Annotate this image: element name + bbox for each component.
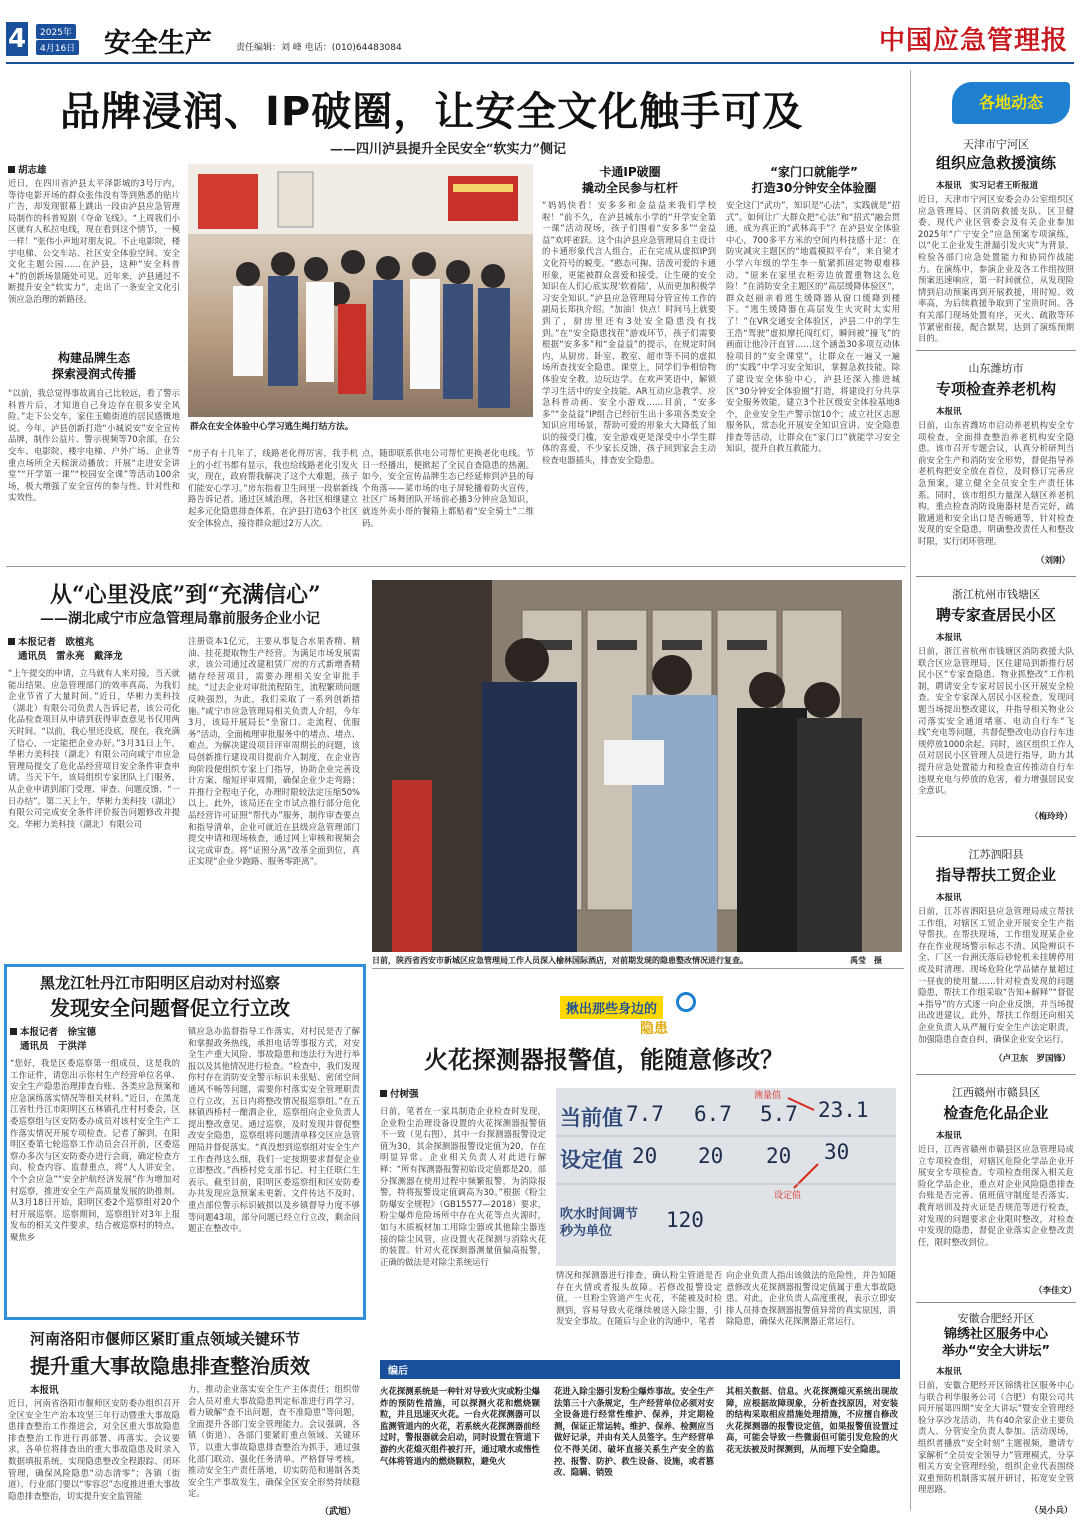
editor-note-col3: 其相关数据、信息。火花探测熄灭系统出现故障，应根据故障现象，分析查找原因，对安装的结构采取相应措施处理措施，不应擅自修改火花探测器的报警设定值，如果报警值设置过高，可能会导致一些微弱但可能引发危险的火花无法被及时探测到，从而埋下安全隐患。 xyxy=(726,1386,898,1454)
section-divider-2 xyxy=(372,968,904,969)
lead-subhead-3: “家门口就能学” 打造30分钟安全体验圈 xyxy=(751,165,877,195)
lead-col2: “房子有十几年了，线路老化得厉害，我手机上的小红书都有显示，我也给线路老化引发火灾，现在，政府帮我解决了这个大难题，孩子们能安心学习。”房东指着卫生间里一段崭新线路告诉记者。通过区域治理，各社区相继建立起多元化隐患排查体系，在泸县打造63个社区安全体验点，接待群众超过2万人次。 xyxy=(188,448,358,528)
xianning-subheadline: ——湖北咸宁市应急管理局靠前服务企业小记 xyxy=(40,611,320,627)
lead-col5: 安全这门“武功”，知识是“心法”，实践就是“招式”。如何让广大群众把“心法”和“招式”融会贯通，成为真正的“武林高手”？在泸县安全体验中心，700多平方米的空间内科技感十足：在防灾减灾主题区的“地震模拟平台”，来自梁才小学六年级的学生李一航紧抓固定物艰难移动。“原来在家里衣柜旁边放置重物这么危险！”在消防安全主题区的“高层缓降体验区”，群众赵丽亲着逃生缓降器从窗口缓降到楼下。“逃生缓降器在高层发生火灾时太实用了！”在VR交通安全体验区，泸县二中的学生王浩“驾驶”虚拟摩托闯红灯，瞬间被“撞飞”的画面让他冷汗直冒……这个涵盖30多项互动体验项目的“安全课堂”，让群众在一遍又一遍的“实践”中学习安全知识，掌握急救技能。除了建设安全体验中心，泸县还深入推进城区“30分钟安全体验圈”打造，将建设打分共享安全服务效能，建立3个社区级安全体验基地8个，企业安全生产警示馆10个；成立社区志愿服务队，常态化开展安全知识宣讲、安全隐患排查等活动，让群众在“家门口”就能学习安全知识，提升自救互救能力。 xyxy=(726,200,900,454)
masthead-logo: 中国应急管理报 xyxy=(878,26,1068,56)
sidebar-headline-0: 组织应急救援演练 xyxy=(935,154,1056,172)
sidebar-byline-4: 本报讯 xyxy=(936,1131,962,1141)
lead-author: 胡志雄 xyxy=(8,164,47,177)
sidebar-body-4: 近日，江西省赣州市赣县区应急管理局成立专项检查组，对辖区危险化学品企业开展安全专项检查。专项检查组深入相关危险化学品企业，重点对企业风险隐患排查台账是否完善、值班值守制度是否落实、教育培训及持火证是否规范等进行检查，对发现的问题要求企业限时整改，对检查中发现的隐患，督促企业落实企业整改责任，限时整改到位。 xyxy=(918,1144,1074,1247)
xianning-author: 本报记者 欧植兆 xyxy=(8,636,94,649)
xianning-headline: 从“心里没底”到“充满信心” xyxy=(50,582,321,608)
issue-year: 2025年 xyxy=(36,24,76,39)
sidebar-headline-1: 专项检查养老机构 xyxy=(935,380,1056,398)
sidebar-byline-3: 本报讯 xyxy=(936,893,962,903)
sensor-col3: 向企业负责人指出该做法的危险性，并告知随意修改火花探测器报警设定值属于重大事故隐患。对此，企业负责人高度重视，表示立即安排人员排查探测器报警值异常的真实原因，消除隐患，确保火花探测器正常运行。 xyxy=(726,1270,896,1327)
header-rule xyxy=(6,62,1074,64)
sensor-panel-photo xyxy=(556,1088,896,1266)
sidebar-location-0: 天津市宁河区 xyxy=(963,138,1029,151)
lead-photo xyxy=(188,164,533,417)
lead-subhead-2: 卡通IP破圈 撬动全民参与杠杆 xyxy=(581,165,678,195)
sidebar-byline-1: 本报讯 xyxy=(936,407,962,417)
editor-note-col1: 火花探测系统是一种针对导致火灾或粉尘爆炸的预防性措施，可以探测火花和燃烧颗粒，并且迅速灭火花。一台火花探测器可以监测管道内的火花，若系统火花探测器前经过时，警报器就会启动，同时设置在管道下游约火花熄灭组件被打开，通过喷水或惰性气体将管道内的燃烧颗粒，避免火 xyxy=(380,1386,540,1466)
sensor-column-tag-2: 隐患 xyxy=(640,1021,668,1037)
sidebar-rule-0 xyxy=(916,350,1076,351)
sidebar-rule-2 xyxy=(916,836,1076,837)
lead-subheadline: ——四川泸县提升全民安全“软实力”侧记 xyxy=(330,142,566,157)
sidebar-badge: 各地动态 xyxy=(952,82,1070,124)
lead-photo-caption: 群众在安全体验中心学习逃生绳打结方法。 xyxy=(190,422,354,432)
lead-photo-illustration xyxy=(188,164,533,417)
lead-headline: 品牌浸润、IP破圈，让安全文化触手可及 xyxy=(60,89,804,135)
heilongjiang-col1: “您好，我是区委巡察第一组成员，这是我的工作证件，请您出示你村生产经营单位名单、安全生产隐患治理排查台账、各类应急预案和应急演练落实情况等相关材料。”近日，在黑龙江省牡丹江市阳明区五林镇孔庄村村委会，区委巡察组与区安防委办成员对该村安全生产工作落实情况开展专项检查。记者了解到，在阳明区委第七轮巡察工作动员会召开前，区委巡察办多次与区安防委办进行会商，确定检查方向、检查内容、监督重点，将“人人讲安全、个个会应急”“安全护航经济发展”作为增加对村巡察，推进安全生产高质量发展的助推剂。从3月18日开始，阳明区委2个巡察组对20个村开展巡察。巡察期间，巡察组针对3年上报发布的相关文件要求，结合被巡察村的特点，聚焦乡 xyxy=(10,1058,180,1242)
panel-setting-3: 20 xyxy=(766,1144,792,1168)
sensor-col2: 情况和探测器进行排查，确认粉尘管道是否存在火情或者报头故障。若修改报警设定值，一旦粉尘管道产生火花，不能被及时检测到，容易导致火花继续被送入除尘器，引发安全事故。在随后与企业的沟通中，笔者 xyxy=(556,1270,722,1327)
heilongjiang-headline-2: 发现安全问题督促立行立改 xyxy=(50,996,290,1020)
xian-photo-illustration xyxy=(372,580,902,952)
sidebar-headline-5: 锦绣社区服务中心 举办“安全大讲坛” xyxy=(941,1327,1051,1359)
editor-note-col2: 花进入除尘器引发粉尘爆炸事故。安全生产法第三十六条规定，生产经营单位必须对安全设备进行经常性维护、保养，并定期检测，保证正常运转。维护、保养、检测应当做好记录，并由有关人员签字。生产经营单位不得关闭、破坏直接关系生产安全的监控、报警、防护、救生设备、设施，或者篡改、隐瞒、销毁 xyxy=(554,1386,714,1478)
sidebar-byline-2: 本报讯 xyxy=(936,633,962,643)
panel-current-3: 5.7 xyxy=(760,1102,798,1126)
heilongjiang-headline-1: 黑龙江牡丹江市阳明区启动对村巡察 xyxy=(40,974,281,992)
sidebar-byline-5: 本报讯 xyxy=(936,1367,962,1377)
lead-col1: 近日，在四川省泸县太平泽影城的3号厅内，等待电影开场的群众张伟没有等到熟悉的贴片广告，却发现银幕上跳出一段由泸县应急管理局制作的科普短剧《夺命飞线》。“上周我们小区就有人私拉电线，现在看到这个情节，一模一样！”张伟小声地对朋友说。不止电影院，楼宇电梯、公交车站、社区安全体验空间、安全文化主题公园……在泸县，这种“安全科普+”的创新场景随处可见。近年来，泸县通过不断提升安全“软实力”，走出了一条安全文化引领应急治理的新路径。 xyxy=(8,178,180,304)
panel-setting-2: 20 xyxy=(698,1144,724,1168)
sidebar-credit-3: （卢卫东 罗国锋） xyxy=(994,1054,1071,1064)
sensor-author: 付树强 xyxy=(380,1088,419,1101)
panel-current-2: 6.7 xyxy=(694,1102,732,1126)
panel-current-1: 7.7 xyxy=(626,1102,664,1126)
sidebar-credit-2: （梅玲玲） xyxy=(1030,812,1073,822)
panel-setting-1: 20 xyxy=(632,1144,658,1168)
sidebar-body-1: 日前，山东省潍坊市启动养老机构安全专项检查，全面排查整治养老机构安全隐患。该市召开专题会议，认真分析研判当前安全生产和消防安全形势，督促指导养老机构把安全放在首位，及时修订完善应急预案，建立健全全员安全生产责任体系。同时，该市组织力量深入辖区养老机构，重点检查消防设施器材是否完好，疏散通道和安全出口是否畅通等，针对检查发现的安全隐患，明确整改责任人和整改时限，实行闭环管理。 xyxy=(918,420,1074,546)
sidebar-location-2: 浙江杭州市钱塘区 xyxy=(952,588,1040,601)
sidebar-body-2: 日前，浙江省杭州市钱塘区消防救援大队联合区应急管理局，区住建局到新推行居民小区“专家查隐患、物业抓整改”工作机制，聘请安全专家对居民小区开展安全检查。安全专家深入居民小区检查，发现问题当场提出整改建议，并指导相关物业公司落实安全通道堵塞、电动自行车“飞线”充电等问题，共督促整改电动自行车违规停放1000余起。同时，该区组织工作人员对居民小区管理人员进行指导，助力其提升应急处置能力和检查宣传推动自行车违规充电与停放的危害，着力增强居民安全意识。 xyxy=(918,646,1074,796)
luoyang-col1: 近日，河南省洛阳市偃师区安防委办组织召开全区安全生产治本攻坚三年行动暨重大事故隐患排查整治工作推进会，对全区重大事故隐患排查整治工作进行再部署、再落实。会议要求，各单位将排查出的重大事故隐患及时录入数据填报系统，实现隐患整改全程跟踪、闭环管理，确保风险隐患“动态清零”；各镇（街道）、行业部门要以“零容忍”态度推进重大事故隐患排查整治，切实提升安全监管能 xyxy=(8,1398,180,1501)
sidebar-body-3: 日前，江苏省泗阳县应急管理局成立帮扶工作组，对辖区工贸企业开展安全生产指导帮扶。在帮扶现场，工作组发现某企业存在作业现场警示标志不清、风险辨识不全、厂区一台洲沃落后砂轮机未挂牌停用或及时清理、现场危险化学品储存量超过一昼夜的使用量……针对检查发现的问题隐患，帮扶工作组采取“告知+解释”“督促+指导”的方式逐一向企业反馈，并当场提出改进建议。此外，帮扶工作组还向相关企业负责人从严履行安全生产法定职责，加强隐患自查自纠，确保企业安全运行。 xyxy=(918,906,1074,1044)
panel-delay-value: 120 xyxy=(666,1208,704,1232)
sidebar-rule-3 xyxy=(916,1074,1076,1075)
heilongjiang-col2: 镇应急办监督指导工作落实，对村民是否了解和掌握政务热线，承担电话等事报方式，对安全生产重大风险、事故隐患和违法行为进行举报以及其他情况进行检查。“检查中，我们发现你村存在消防安全警示标识未张贴、密闭空间通风不畅等问题，需要你村落实安全管理职责立行立改，五日内将整改情况报巡察组。”在五林镇西桥村一酿酒企业，巡察组向企业负责人提出整改意见。通过巡察，及时发现并督促整改安全隐患，巡察组将问题清单移交区应急管理局并督促落实。“真没想到巡察组对安全生产工作查得这么细，我们一定按期要求督促企业立即整改。”西桥村党支部书记、村主任联仁生表示。截至目前，阳明区委巡察组和区安防委办共发现应急预案未更新、文件传达不及时、重点部位警示标识破损以及乡镇督导力度不够等问题43项，部分问题已经立行立改，剩余问题正在整改中。 xyxy=(188,1026,360,1234)
editor-note-bar: 编后 xyxy=(380,1360,900,1379)
sidebar-location-1: 山东潍坊市 xyxy=(968,362,1024,375)
section-title: 安全生产 xyxy=(104,28,212,59)
sidebar-byline-0: 本报讯 实习记者王昕报道 xyxy=(936,181,1039,191)
sidebar-body-0: 近日，天津市宁河区安委会办公室组织区应急管理局、区消防救援支队、区卫健委、现代产业区管委会及有关企业参加2025年“广宁安全”应急预案专项演练，以“化工企业发生泄漏引发火灾”为背景，检验各部门应急处置能力和协同作战能力。在演练中，参演企业及各工作组按照预案迅速响应，第一时间就位，从发现险情到启动预案再到开展救援，用时短、效率高，为后续救援争取到了宝贵时间。各有关部门现场处置有序，灭火、疏散等环节紧密衔接，配合默契，达到了演练预期目的。 xyxy=(918,194,1074,344)
sidebar-divider xyxy=(910,70,911,1510)
xian-photo-credit: 禹莹 摄 xyxy=(850,956,882,965)
xianning-correspondents: 通讯员 雷永亮 戴泽龙 xyxy=(18,651,123,662)
sidebar-location-3: 江苏泗阳县 xyxy=(968,848,1024,861)
panel-annot-setting: 设定值 xyxy=(774,1191,802,1201)
luoyang-credit: （武旭） xyxy=(320,1507,357,1517)
sensor-headline: 火花探测器报警值，能随意修改？ xyxy=(424,1046,784,1074)
magnifier-icon xyxy=(676,992,696,1012)
xianning-col1: “上午提交的申请，立马就有人来对接，当天就能出结果。应急管理部门的效率真高，为我们企业节省了大量时间。”近日，华彬力美科技（湖北）有限公司负责人告诉记者，该公司化化品检查项目从申请到获得审查意见书仅用两天时间。“以前，我心里还没底，现在，我充满了信心，一定能把企业办好。”3月31日上午，华彬力美科技（湖北）有限公司向咸宁市应急管理局提交了危化品经营项目安全条件审查申请。当天下午，该局组织专家团队上门服务，从企业申请到部门受理、审查、问题反馈、“一日办结”。第二天上午，华彬力美科技（湖北）有限公司完成安全条件评价报告问题修改并提交。华彬力美科技（湖北）有限公司 xyxy=(8,668,180,829)
sidebar-credit-5: （吴小兵） xyxy=(1030,1506,1073,1516)
sensor-col1: 日前，笔者在一家具制造企业检查时发现，企业粉尘治理设备设置的火花探测器报警值不一致（见右图），其中一台探测器报警设定值为30，其余探测器报警设定值为20，存在明显异常。企业相关负责人对此进行解释：“所有探测器报警初始设定值都是20。部分探测器在使用过程中频繁报警，为消除报警，特将报警设定值调高为30。”根据《粉尘防爆安全规程》（GB15577—2018）要求，粉尘爆炸危险场所中存在火花等点火源时，如与木质板材加工用除尘器或其他除尘器连接的除尘风管，应设置火花探测与消除火花的装置。针对火花探测器测量值偏高报警，正确的做法是对除尘系统运行 xyxy=(380,1106,546,1267)
sidebar-headline-3: 指导帮扶工贸企业 xyxy=(935,866,1056,884)
panel-label-delay: 吹水时间调节 秒为单位 xyxy=(560,1207,639,1239)
sidebar-location-4: 江西赣州市赣县区 xyxy=(952,1086,1040,1099)
lead-subhead-1: 构建品牌生态 探索浸润式传播 xyxy=(51,351,136,381)
panel-label-current: 当前值 xyxy=(560,1106,623,1130)
sidebar-body-5: 日前，安徽合肥经开区锦绣社区服务中心与联合利华服务公司（合肥）有限公司共同开展第四期“安全大讲坛”暨安全管理经验分享沙龙活动，共有40余家企业主要负责人、分管安全负责人参加。活动现场，组织者播放“安全时刻”主题视频，邀请专家解析“全员安全领导力”管理模式，分享相关方安全管理经验，组织企业代表围绕双重预防机制落实展开研讨，拓宽安全管理思路。 xyxy=(918,1380,1074,1495)
panel-annot-measured: 测量值 xyxy=(754,1091,782,1101)
panel-arrows xyxy=(556,1088,896,1266)
luoyang-byline: 本报讯 xyxy=(30,1385,59,1396)
heilongjiang-correspondents: 通讯员 于洪洋 xyxy=(20,1041,87,1052)
xian-inspection-photo xyxy=(372,580,902,952)
sensor-column-tag: 揪出那些身边的 xyxy=(560,996,663,1019)
section-divider-1 xyxy=(6,566,906,567)
sidebar-credit-4: （李佳文） xyxy=(1034,1286,1077,1296)
panel-setting-4: 30 xyxy=(824,1140,850,1164)
luoyang-headline-1: 河南洛阳市偃师区紧盯重点领域关键环节 xyxy=(30,1330,301,1348)
editor-line: 责任编辑：刘 峰 电话：(010)64483084 xyxy=(236,43,402,53)
luoyang-headline-2: 提升重大事故隐患排查整治质效 xyxy=(30,1354,310,1378)
page-number: 4 xyxy=(7,24,27,54)
xian-photo-caption: 日前，陕西省西安市新城区应急管理局工作人员深入榆林国际酒店，对前期发现的隐患整改情况进行复查。 xyxy=(372,956,748,965)
sidebar-rule-4 xyxy=(916,1302,1076,1303)
sidebar-headline-2: 聘专家查居民小区 xyxy=(935,606,1056,624)
lead-col3: 点，随即联系供电公司帮忙更换老化电线。节日一经播出，便掀起了全民自查隐患的热潮。如今，安全宣传品牌生态已经延伸到泸县的每个角落——菜市场的电子屏轮播着防火宣传，社区广场舞团队开场前必播3分钟应急知识，就连外卖小哥的餐箱上都贴着“安全骑士”二维码。 xyxy=(362,448,534,528)
luoyang-col2: 力，推动企业落实安全生产主体责任；组织带会人员对重大事故隐患判定标准进行再学习，着力破解“查不出问题，查不准隐患”等问题，全面提升各部门安全管理能力。会议强调，各镇（街道）、各部门要紧盯重点领域、关键环节，以重大事故隐患排查整治为抓手，通过强化部门联动、强化任务清单、严格督导考核，推动安全生产责任落地，切实防范和遏制各类安全生产事故发生，确保全区安全形势持续稳定。 xyxy=(188,1384,360,1499)
panel-current-4: 23.1 xyxy=(818,1098,869,1122)
sidebar-credit-1: （刘刚） xyxy=(1036,556,1071,566)
sidebar-rule-1 xyxy=(916,576,1076,577)
xianning-col2: 注册资本1亿元，主要从事复合水果香精、精油、挂花提取物生产经营。为满足市场发展需求，该公司通过改建租赁厂房的方式新增香精储存经营项目，需要办理相关安全审批手续。“过去企业对审批流程陌生，流程繁琐问题反映强烈，为此，我们采取了一系列创新措施。”咸宁市应急管理局相关负责人介绍，今年3月，该局开展局长“坐窗口、走流程、优服务”活动，全面梳理审批服务中的堵点、堵点、难点。为解决建设项目评审周期长的问题，该局创新推行建设项目提前介入制度，在企业咨询阶段便组织专家上门指导，协助企业完善设计方案、缩短评审周期，确保企业少走弯路；并推行全程电子化，办理时限较法定压缩50%以上。此外，该局还在全市试点推行部分危化品经营许可证照“帮代办”服务，制作审查要点和指导清单，企业可就近在县级应急管理部门提交申请和现场核查，通过网上审核和视频会议完成审查。将“证照分离”改革全面到位，真正实现“企业少跑路、服务零距离”。 xyxy=(188,636,360,867)
heilongjiang-author: 本报记者 徐宝德 xyxy=(10,1026,96,1039)
issue-date: 4月16日 xyxy=(36,40,79,55)
panel-label-setting: 设定值 xyxy=(560,1148,623,1172)
sidebar-location-5: 安徽合肥经开区 xyxy=(957,1312,1035,1325)
sidebar-headline-4: 检查危化品企业 xyxy=(943,1104,1049,1122)
lead-col1b: “以前，我总觉得事故离自己比较远，看了警示科普片后，才知道自己身边存在很多安全风险。”走下公交车，家住玉蟾街道的居民感慨地说。今年，泸县创新打造“小城说安”安全宣传品牌，制作公益片、警示视频等70余部，在公交车、电影院、楼宇电梯、户外广场、企业等重点场所全天候滚动播放；开展“走进安全讲堂”“开学第一课”“校园安全课”等活动100余场，极大增强了安全宣传的参与性、针对性和实效性。 xyxy=(8,388,180,503)
lead-col4: “妈妈快看！安多多和金益益来我们学校啦！”前不久，在泸县城东小学的“开学安全第一课”活动现场，孩子们围着“安多多”“金益益”欢呼雀跃。这个由泸县应急管理局自主设计的卡通形象代言人组合，正在完成从虚拟IP到文化符号的蜕变。“憨态可掬、活泼可爱的卡通形象，更能被群众喜爱和接受。让生硬的安全知识在人们心底实现‘软着陆’，从而更加积极学习安全知识。”泸县应急管理局分管宣传工作的副局长郑执介绍。“加油！快点！时间马上就要到了，厨房里还有3处安全隐患没有找到。”在“安全隐患找茬”游戏环节，孩子们需要根据“安多多”和“金益益”的提示，在规定时间内，从厨房、卧室、教室、超市等不同的虚拟场所查找安全隐患。课堂上，同学们争相恰物体验安全教，边玩边学。在欢声笑语中，解锁学习生活中的安全技能。AR互动应急教学、应急科普动画、安全小游戏……目前，“安多多”“金益益”IP组合已经衍生出十多项各类安全知识应用场景，帮助可爱的形象大大降低了知识的接受门槛，安全游戏更是深受中小学生群体的喜爱，不少家长反馈，孩子回到家会主动检查电器插头，排查安全隐患。 xyxy=(542,200,716,466)
